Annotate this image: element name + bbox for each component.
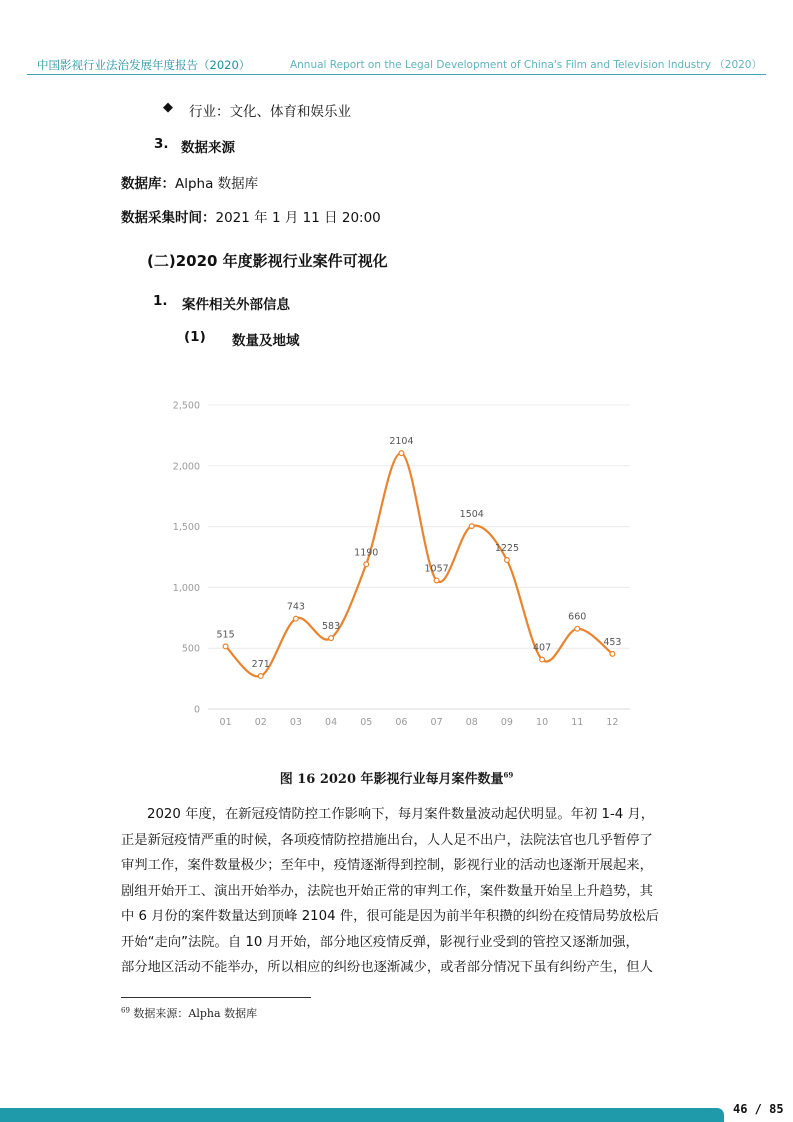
x-tick-label: 02: [254, 717, 267, 728]
collection-time-label: 数据采集时间：: [121, 210, 216, 226]
data-label: 1057: [424, 563, 449, 575]
footnote-divider: [121, 997, 311, 998]
section-number: 3.: [154, 136, 169, 152]
header-report-title-en: Annual Report on the Legal Development of China's Film and Television Industry （2020）: [289, 59, 762, 71]
collection-time-value: 2021 年 1 月 11 日 20:00: [215, 210, 381, 226]
paragraph-line: 2020 年度，在新冠疫情防控工作影响下，每月案件数量波动起伏明显。年初 1-4 月，: [147, 807, 655, 822]
data-label: 583: [322, 621, 341, 633]
x-tick-label: 03: [289, 717, 302, 728]
paragraph-line: 剧组开始开工、演出开始举办，法院也开始正常的审判工作，案件数量开始呈上升趋势，其: [121, 883, 653, 899]
x-tick-label: 11: [571, 717, 584, 728]
y-tick-label: 2,000: [172, 461, 200, 473]
x-tick-label: 04: [325, 717, 338, 728]
series-line: [226, 453, 613, 676]
footer-bar: [0, 1108, 724, 1122]
data-point: [294, 616, 299, 621]
part-title-visualization: (二)2020 年度影视行业案件可视化: [147, 252, 388, 270]
x-tick-label: 05: [360, 717, 373, 728]
data-label: 743: [286, 601, 305, 613]
subsection-number: 1.: [153, 293, 168, 309]
x-tick-label: 12: [606, 717, 619, 728]
database-label: 数据库：: [121, 176, 175, 192]
y-tick-label: 1,000: [172, 582, 200, 594]
footnote-mark: 69: [121, 1006, 130, 1015]
y-tick-label: 1,500: [172, 522, 200, 534]
data-point: [540, 657, 545, 662]
diamond-bullet-icon: ◆: [163, 100, 173, 115]
y-tick-label: 500: [181, 643, 200, 655]
paragraph-line: 中 6 月份的案件数量达到顶峰 2104 件，很可能是因为前半年积攒的纠纷在疫情局势放松后: [121, 909, 659, 924]
subsection-title: 案件相关外部信息: [182, 297, 290, 313]
data-point: [223, 644, 228, 649]
footnote-text: 数据来源：Alpha 数据库: [133, 1007, 258, 1020]
database-value: Alpha 数据库: [175, 176, 259, 192]
data-point: [610, 652, 615, 657]
data-point: [399, 451, 404, 456]
data-point: [364, 562, 369, 567]
data-label: 2104: [389, 436, 414, 448]
collection-time-line: [121, 206, 381, 226]
x-tick-label: 08: [465, 717, 478, 728]
y-tick-label: 2,500: [172, 400, 200, 412]
data-point: [505, 558, 510, 563]
subsubsection-title: 数量及地域: [232, 333, 300, 349]
data-label: 453: [603, 636, 622, 648]
data-label: 1225: [494, 543, 520, 555]
figure-caption: [0, 768, 793, 787]
x-tick-label: 01: [219, 717, 232, 728]
paragraph-line: 开始“走向”法院。自 10 月开始，部分地区疫情反弹，影视行业受到的管控又逐渐加强，: [121, 934, 639, 950]
x-tick-label: 07: [430, 717, 443, 728]
header-divider: [27, 74, 766, 75]
y-tick-label: 0: [193, 704, 200, 716]
paragraph-line: 审判工作，案件数量极少；至年中，疫情逐渐得到控制，影视行业的活动也逐渐开展起来，: [121, 858, 653, 873]
monthly-cases-line-chart: [160, 390, 640, 740]
data-label: 407: [533, 642, 552, 654]
data-point: [258, 674, 263, 679]
data-label: 515: [216, 629, 235, 641]
paragraph-line: 正是新冠疫情严重的时候，各项疫情防控措施出台，人人足不出户，法院法官也几乎暂停了: [121, 832, 653, 848]
data-point: [434, 578, 439, 583]
data-point: [469, 524, 474, 529]
footnote: [121, 1005, 257, 1021]
subsubsection-number: (1): [184, 329, 206, 345]
x-tick-label: 06: [395, 717, 408, 728]
header-report-title: 中国影视行业法治发展年度报告（2020）: [37, 58, 251, 72]
page-number: 46 / 85: [733, 1102, 784, 1116]
x-tick-label: 10: [536, 717, 549, 728]
x-tick-label: 09: [500, 717, 513, 728]
figure-caption-text: 图 16 2020 年影视行业每月案件数量: [279, 772, 504, 787]
data-point: [575, 626, 580, 631]
footnote-ref: 69: [503, 770, 514, 780]
data-point: [329, 636, 334, 641]
body-paragraph: [121, 802, 673, 981]
data-label: 1190: [354, 547, 379, 559]
data-label: 660: [568, 611, 587, 623]
paragraph-line: 部分地区活动不能举办，所以相应的纠纷也逐渐减少，或者部分情况下虽有纠纷产生，但人: [121, 960, 653, 975]
section-title-data-source: 数据来源: [181, 140, 235, 156]
data-label: 1504: [459, 509, 484, 521]
industry-item: 行业：文化、体育和娱乐业: [189, 104, 351, 120]
data-label: 271: [251, 659, 270, 671]
database-line: [121, 172, 258, 192]
